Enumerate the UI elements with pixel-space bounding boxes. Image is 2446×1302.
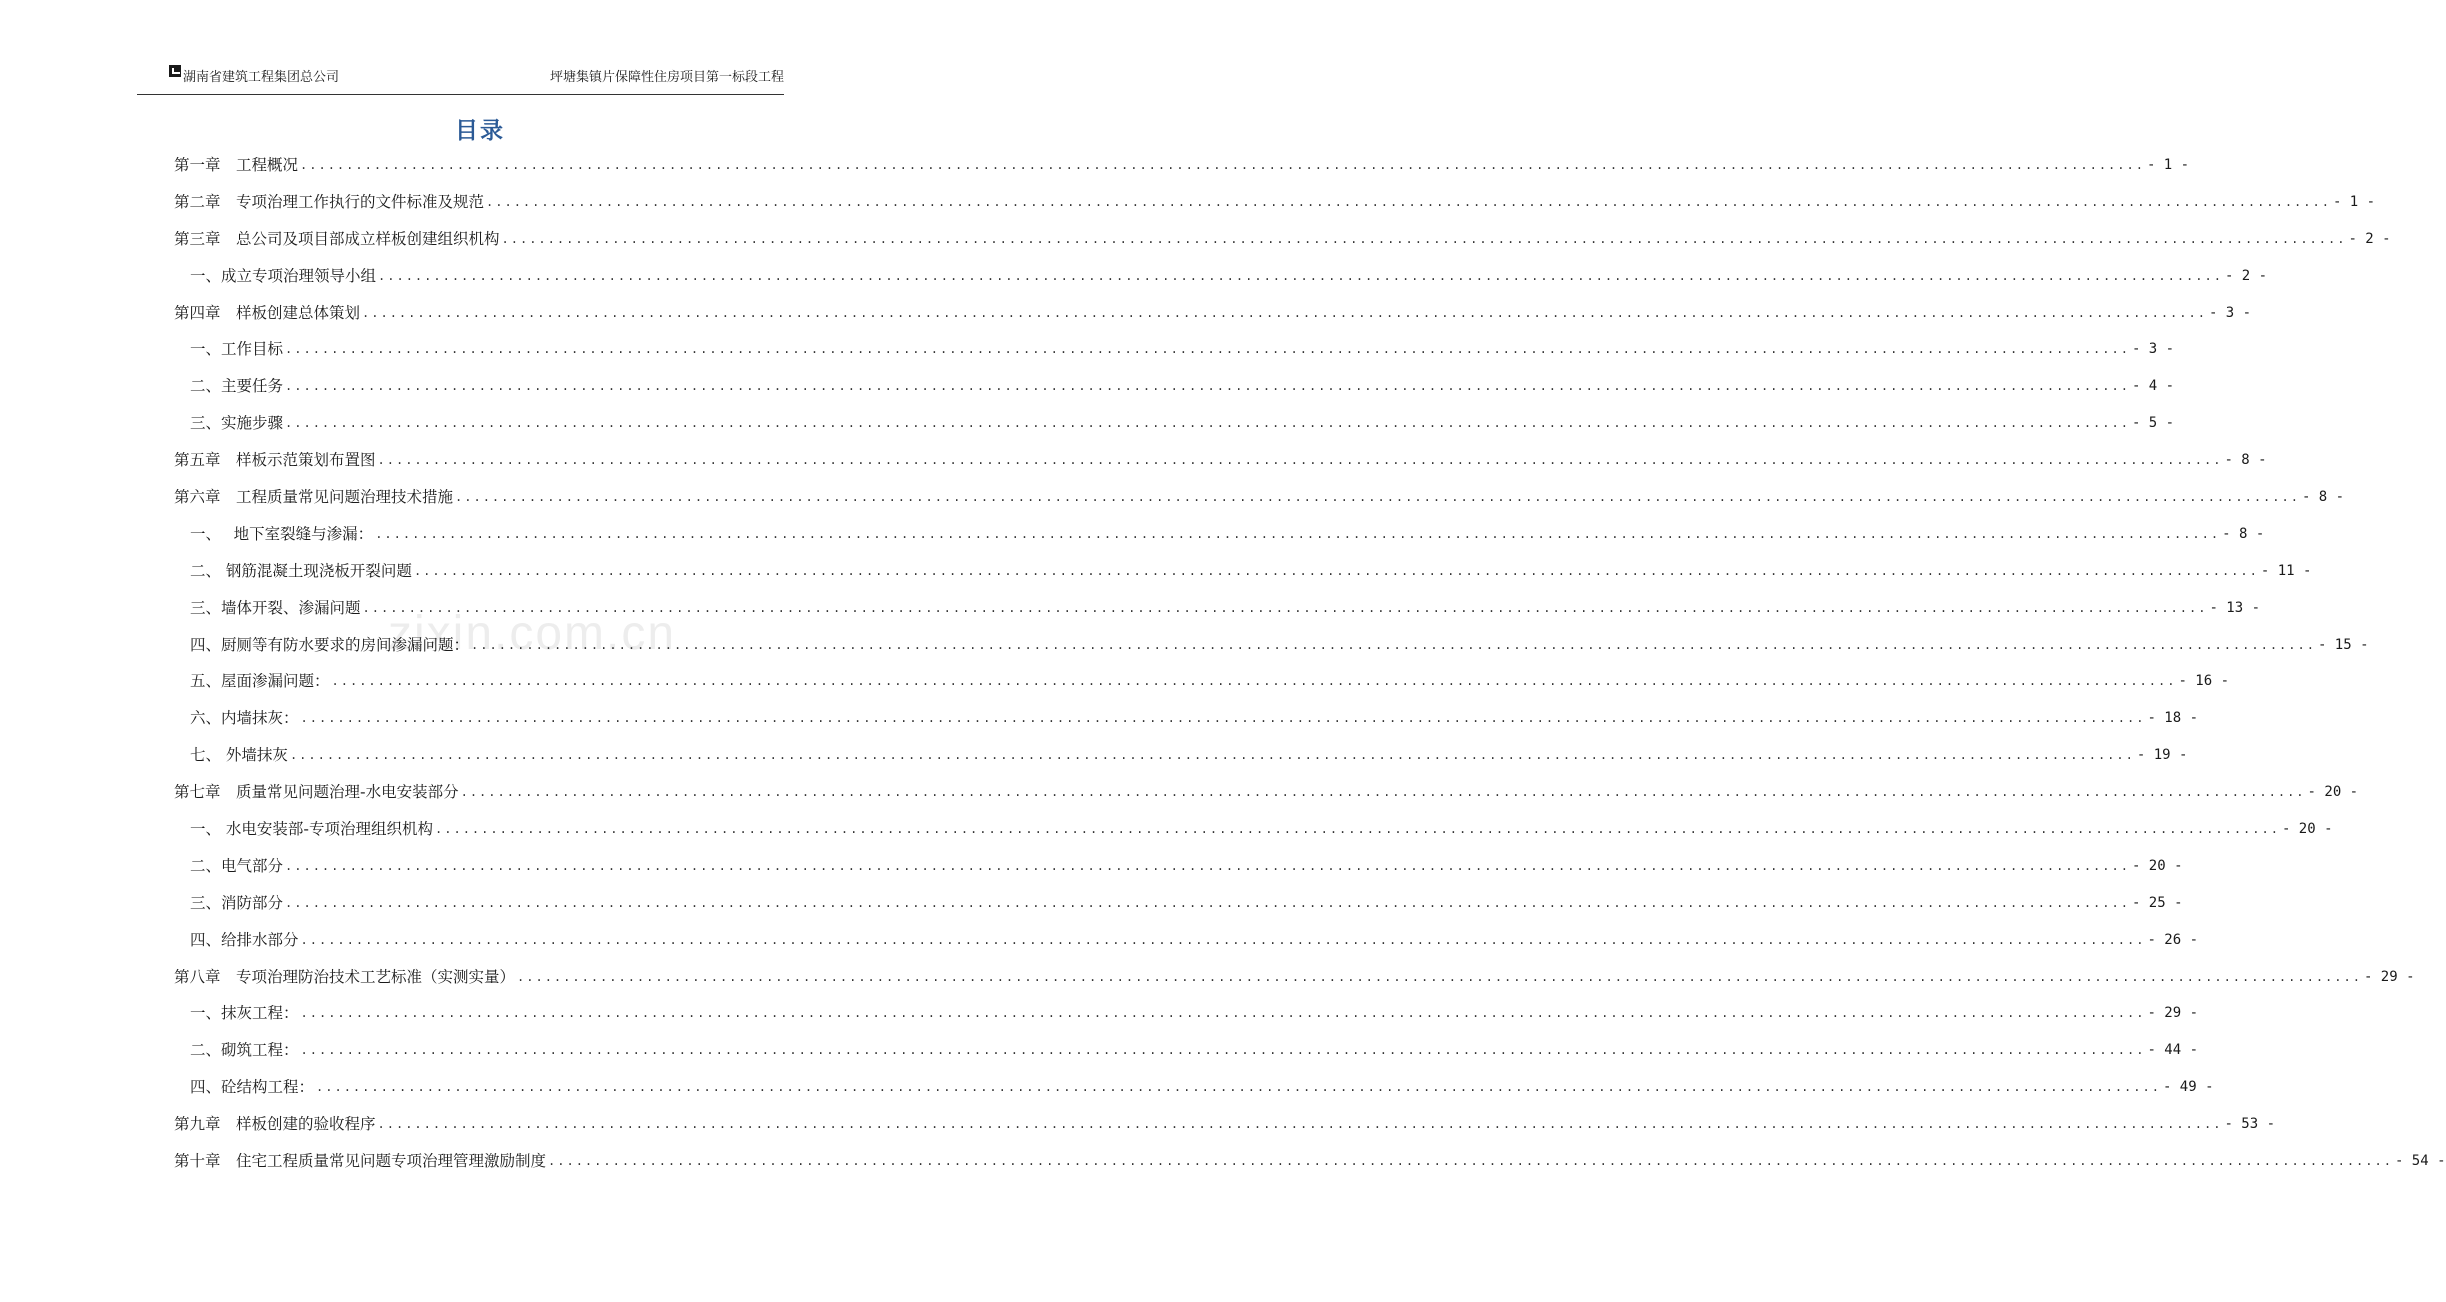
company-name: 湖南省建筑工程集团总公司 [183,70,340,85]
toc-leader-dots: ........................................................................................................................................................................................................ [548,1154,2393,1169]
toc-leader-dots: ........................................................................................................................................................................................................ [285,858,2130,873]
toc-entry[interactable] [174,1106,2276,1143]
toc-leader-dots: ........................................................................................................................................................................................................ [289,748,2135,763]
toc-leader-dots: ........................................................................................................................................................................................................ [435,822,2280,837]
toc-entry-label: 第十章 住宅工程质量常见问题专项治理管理激励制度 [174,1152,547,1171]
toc-leader-dots: ........................................................................................................................................................................................................ [455,490,2300,505]
toc-entry-label: 三、墙体开裂、渗漏问题 [190,598,361,617]
toc-entry-label: 第八章 专项治理防治技术工艺标准（实测实量） [174,967,516,986]
toc-entry-page: - 19 - [2136,747,2188,764]
toc-entry[interactable] [174,258,2268,295]
toc-leader-dots: ........................................................................................................................................................................................................ [316,1080,2161,1095]
toc-entry[interactable] [174,995,2199,1032]
toc-entry-page: - 1 - [2146,157,2190,173]
toc-entry-page: - 16 - [2178,673,2230,690]
toc-entry[interactable] [174,922,2199,959]
toc-entry-label: 第一章 工程概况 [174,156,299,174]
toc-entry-page: - 13 - [2209,599,2261,616]
toc-entry-page: - 3 - [2208,304,2252,321]
toc-entry[interactable] [174,885,2183,922]
project-name: 坪塘集镇片保障性住房项目第一标段工程 [549,70,784,85]
toc-leader-dots: ........................................................................................................................................................................................................ [362,600,2208,615]
toc-leader-dots: ........................................................................................................................................................................................................ [300,158,2145,172]
toc-entry[interactable] [174,811,2333,848]
toc-entry-page: - 1 - [2332,193,2376,210]
toc-entry-page: - 5 - [2131,415,2175,432]
page-title: 目录 [455,118,505,144]
toc-entry-label: 二、电气部分 [190,856,284,875]
toc-leader-dots: ........................................................................................................................................................................................................ [285,416,2130,431]
toc-entry[interactable] [174,959,2415,996]
toc-entry-page: - 20 - [2281,821,2333,838]
toc-entry[interactable] [174,1069,2214,1106]
toc-entry-label: 四、砼结构工程： [190,1078,315,1097]
table-of-contents [174,147,2446,1180]
toc-leader-dots: ........................................................................................................................................................................................................ [285,895,2130,910]
toc-entry-label: 一、 水电安装部-专项治理组织机构 [190,820,434,839]
toc-entry-label: 一、工作目标 [190,340,284,359]
toc-leader-dots: ........................................................................................................................................................................................................ [377,1117,2223,1132]
toc-leader-dots: ........................................................................................................................................................................................................ [501,231,2347,246]
toc-entry-page: - 44 - [2147,1042,2199,1059]
toc-entry[interactable] [174,1143,2446,1180]
toc-leader-dots: ........................................................................................................................................................................................................ [413,563,2259,578]
toc-entry-label: 二、砌筑工程： [190,1041,299,1060]
toc-entry-label: 四、厨厕等有防水要求的房间渗漏问题： [190,635,470,654]
toc-leader-dots: ........................................................................................................................................................................................................ [375,526,2221,541]
toc-entry-page: - 29 - [2147,1005,2199,1022]
toc-entry-page: - 20 - [2307,784,2359,801]
toc-entry-label: 四、给排水部分 [190,930,299,949]
toc-entry[interactable] [174,700,2199,737]
toc-entry[interactable] [174,516,2265,553]
watermark: zixin.com.cn [388,607,677,660]
toc-leader-dots: ........................................................................................................................................................................................................ [300,1043,2146,1058]
toc-entry-page: - 8 - [2222,525,2265,542]
toc-leader-dots: ........................................................................................................................................................................................................ [471,637,2316,652]
toc-entry-label: 第二章 专项治理工作执行的文件标准及规范 [174,192,485,211]
toc-entry[interactable] [174,590,2261,627]
toc-entry-label: 第四章 样板创建总体策划 [174,303,361,322]
toc-entry-label: 三、实施步骤 [190,414,284,433]
company-logo-icon [169,65,181,77]
toc-entry-page: - 29 - [2363,968,2415,985]
toc-entry-label: 第九章 样板创建的验收程序 [174,1115,376,1134]
toc-entry-page: - 53 - [2224,1116,2276,1133]
toc-leader-dots: ........................................................................................................................................................................................................ [285,379,2130,394]
toc-leader-dots: ........................................................................................................................................................................................................ [362,305,2207,320]
toc-leader-dots: ........................................................................................................................................................................................................ [300,711,2146,726]
toc-entry[interactable] [174,221,2391,258]
toc-entry-page: - 15 - [2317,636,2369,653]
toc-entry[interactable] [174,147,2190,184]
toc-entry[interactable] [174,627,2369,664]
toc-entry-page: - 4 - [2131,378,2175,395]
toc-entry[interactable] [174,848,2183,885]
toc-entry-label: 第六章 工程质量常见问题治理技术措施 [174,488,454,507]
toc-leader-dots: ........................................................................................................................................................................................................ [377,453,2223,468]
toc-leader-dots: ........................................................................................................................................................................................................ [331,674,2177,689]
toc-entry[interactable] [174,405,2175,442]
toc-entry-page: - 25 - [2131,894,2183,911]
toc-leader-dots: ........................................................................................................................................................................................................ [378,268,2223,283]
toc-entry-page: - 8 - [2301,489,2345,506]
toc-entry-page: - 26 - [2147,931,2199,948]
toc-leader-dots: ........................................................................................................................................................................................................ [300,1006,2146,1021]
toc-entry[interactable] [174,1032,2199,1069]
toc-entry-page: - 8 - [2224,452,2267,469]
toc-entry[interactable] [174,774,2359,811]
toc-entry[interactable] [174,295,2252,332]
toc-entry[interactable] [174,737,2188,774]
toc-entry-label: 一、 地下室裂缝与渗漏： [190,524,374,543]
toc-entry-label: 第三章 总公司及项目部成立样板创建组织机构 [174,229,500,248]
toc-entry-label: 七、 外墙抹灰 [190,746,288,765]
toc-leader-dots: ........................................................................................................................................................................................................ [460,785,2306,800]
toc-entry-label: 第五章 样板示范策划布置图 [174,451,376,470]
toc-entry[interactable] [174,442,2267,479]
toc-entry[interactable] [174,663,2230,700]
toc-entry-label: 一、成立专项治理领导小组 [190,266,377,285]
toc-entry-label: 三、消防部分 [190,893,284,912]
toc-leader-dots: ........................................................................................................................................................................................................ [300,932,2146,947]
toc-entry-page: - 3 - [2131,341,2175,358]
toc-entry-page: - 2 - [2348,230,2391,247]
toc-entry-label: 二、主要任务 [190,377,284,396]
toc-leader-dots: ........................................................................................................................................................................................................ [517,969,2362,984]
toc-leader-dots: ........................................................................................................................................................................................................ [486,194,2331,209]
toc-entry-label: 第七章 质量常见问题治理-水电安装部分 [174,783,459,802]
toc-entry-label: 六、内墙抹灰： [190,709,299,728]
toc-entry-page: - 49 - [2162,1079,2214,1096]
toc-entry-page: - 18 - [2147,710,2199,727]
toc-entry[interactable] [174,368,2175,405]
toc-entry[interactable] [174,479,2345,516]
toc-entry-page: - 2 - [2224,267,2268,284]
toc-entry-label: 二、 钢筋混凝土现浇板开裂问题 [190,561,412,580]
toc-entry[interactable] [174,331,2175,368]
toc-entry-label: 一、抹灰工程： [190,1004,299,1023]
toc-entry-label: 五、屋面渗漏问题： [190,672,330,691]
toc-entry-page: - 54 - [2394,1153,2446,1170]
toc-entry[interactable] [174,553,2312,590]
toc-leader-dots: ........................................................................................................................................................................................................ [285,342,2130,357]
toc-entry[interactable] [174,184,2376,221]
toc-entry-page: - 20 - [2131,857,2183,874]
toc-entry-page: - 11 - [2260,562,2312,579]
page-header [137,62,784,95]
